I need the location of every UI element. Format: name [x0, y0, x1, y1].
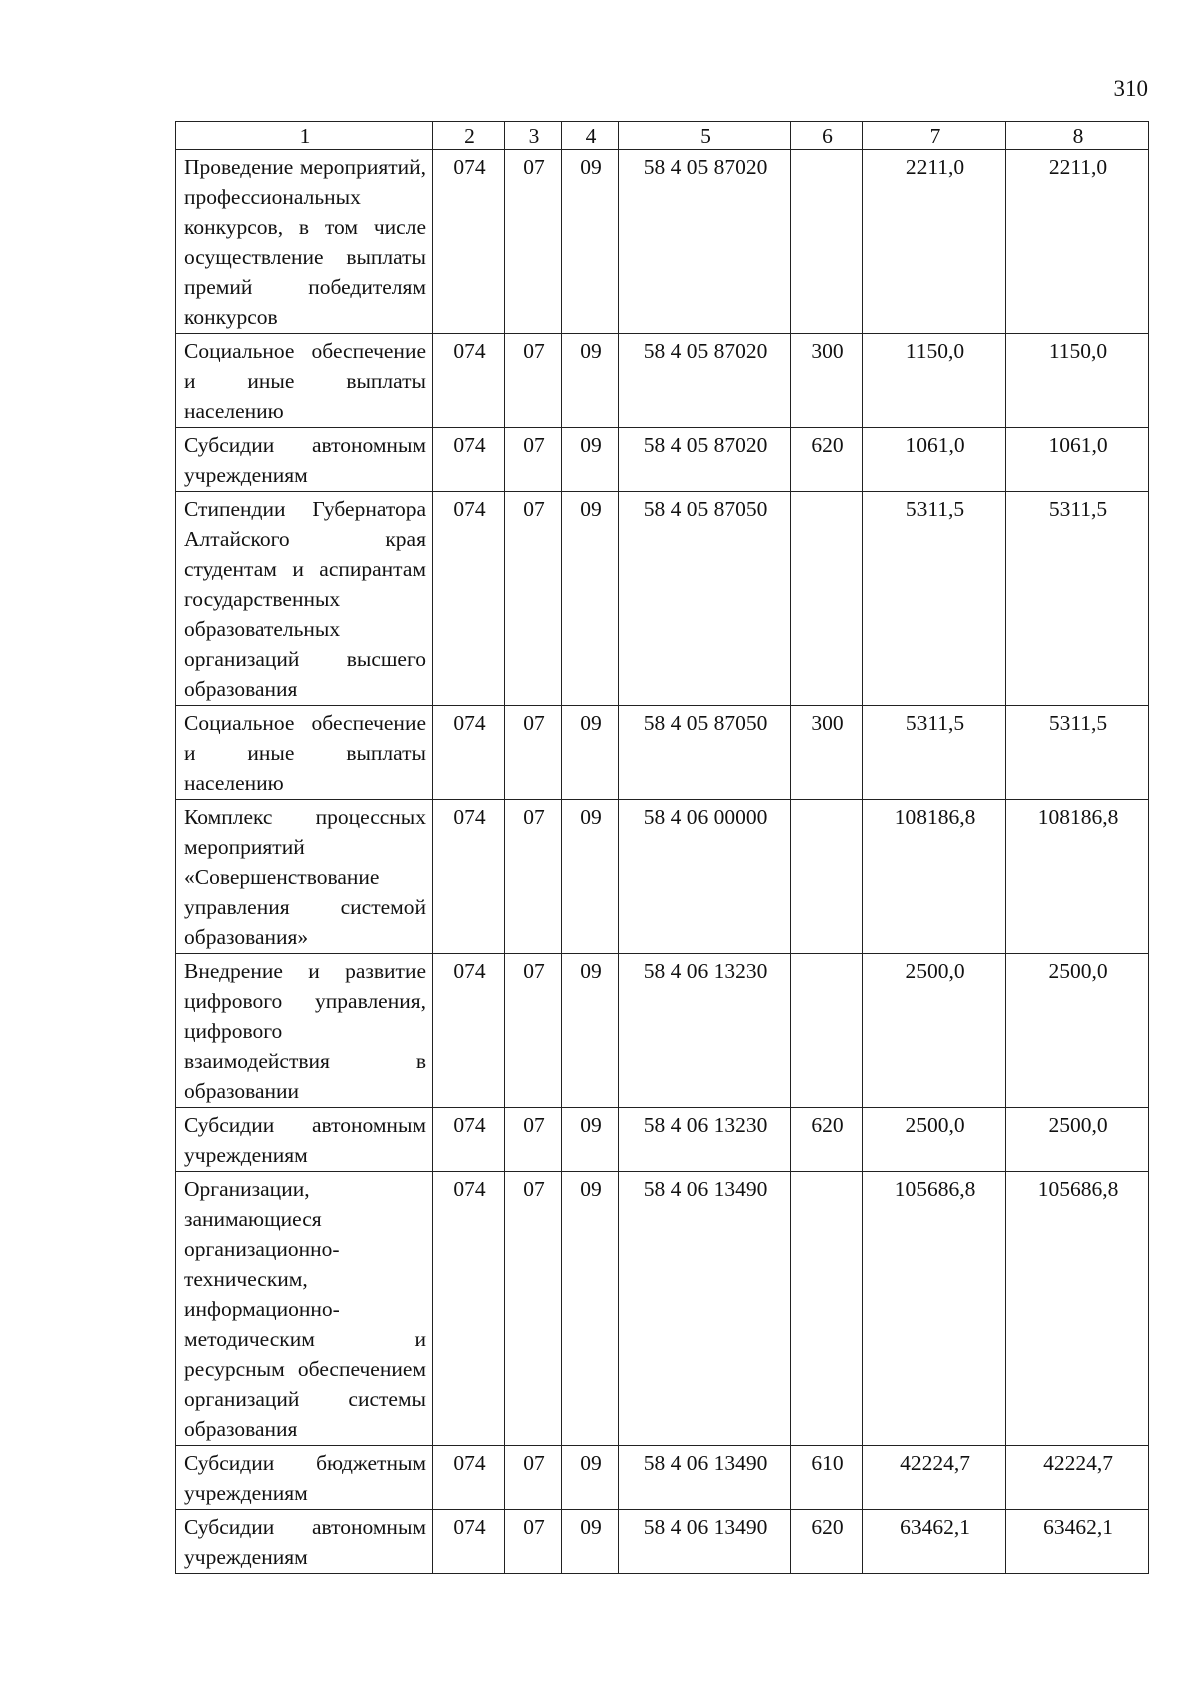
- cell-amount-2: 63462,1: [1006, 1510, 1149, 1574]
- table-row: [176, 1510, 1149, 1574]
- cell-section: 07: [505, 334, 562, 428]
- cell-ministry: 074: [433, 428, 505, 492]
- cell-name: Субсидии автономным учреждениям: [176, 1108, 433, 1172]
- cell-amount-2: 2500,0: [1006, 954, 1149, 1108]
- cell-subsection: 09: [562, 1108, 619, 1172]
- cell-expense-type: 610: [791, 1446, 863, 1510]
- cell-subsection: 09: [562, 492, 619, 706]
- cell-amount-1: 2500,0: [863, 954, 1006, 1108]
- table-row: [176, 1172, 1149, 1446]
- cell-amount-2: 5311,5: [1006, 706, 1149, 800]
- table-row: [176, 800, 1149, 954]
- cell-section: 07: [505, 492, 562, 706]
- cell-expense-type: 620: [791, 1510, 863, 1574]
- cell-subsection: 09: [562, 954, 619, 1108]
- cell-section: 07: [505, 428, 562, 492]
- cell-amount-2: 2211,0: [1006, 150, 1149, 334]
- cell-amount-1: 42224,7: [863, 1446, 1006, 1510]
- header-col-3: 3: [505, 122, 562, 150]
- cell-amount-1: 1061,0: [863, 428, 1006, 492]
- cell-amount-1: 2500,0: [863, 1108, 1006, 1172]
- cell-name: Стипендии Губернатора Алтайского края студентам и аспирантам государственных образовательных организаций высшего образования: [176, 492, 433, 706]
- cell-amount-2: 105686,8: [1006, 1172, 1149, 1446]
- cell-expense-type: [791, 1172, 863, 1446]
- cell-ministry: 074: [433, 1172, 505, 1446]
- header-col-7: 7: [863, 122, 1006, 150]
- table-body: [176, 150, 1149, 1574]
- cell-name: Внедрение и развитие цифрового управления, цифрового взаимодействия в образовании: [176, 954, 433, 1108]
- cell-expense-type: 300: [791, 334, 863, 428]
- cell-ministry: 074: [433, 334, 505, 428]
- cell-name: Субсидии бюджетным учреждениям: [176, 1446, 433, 1510]
- cell-name: Субсидии автономным учреждениям: [176, 428, 433, 492]
- cell-ministry: 074: [433, 954, 505, 1108]
- budget-table: [175, 121, 1149, 1574]
- cell-amount-2: 5311,5: [1006, 492, 1149, 706]
- cell-amount-1: 1150,0: [863, 334, 1006, 428]
- cell-ministry: 074: [433, 1510, 505, 1574]
- cell-amount-2: 2500,0: [1006, 1108, 1149, 1172]
- cell-amount-1: 105686,8: [863, 1172, 1006, 1446]
- cell-target-code: 58 4 06 13490: [619, 1446, 791, 1510]
- cell-expense-type: 300: [791, 706, 863, 800]
- header-col-4: 4: [562, 122, 619, 150]
- cell-amount-1: 2211,0: [863, 150, 1006, 334]
- cell-ministry: 074: [433, 1108, 505, 1172]
- table-row: [176, 334, 1149, 428]
- cell-amount-1: 63462,1: [863, 1510, 1006, 1574]
- cell-ministry: 074: [433, 150, 505, 334]
- cell-amount-1: 5311,5: [863, 706, 1006, 800]
- cell-section: 07: [505, 150, 562, 334]
- cell-ministry: 074: [433, 800, 505, 954]
- cell-section: 07: [505, 1510, 562, 1574]
- cell-section: 07: [505, 706, 562, 800]
- cell-expense-type: 620: [791, 428, 863, 492]
- table-row: [176, 1446, 1149, 1510]
- header-col-8: 8: [1006, 122, 1149, 150]
- cell-name: Проведение мероприятий, профессиональных конкурсов, в том числе осуществление выплаты премий победителям конкурсов: [176, 150, 433, 334]
- cell-amount-2: 1150,0: [1006, 334, 1149, 428]
- cell-name: Социальное обеспечение и иные выплаты населению: [176, 334, 433, 428]
- table-row: [176, 706, 1149, 800]
- cell-amount-2: 108186,8: [1006, 800, 1149, 954]
- cell-name: Субсидии автономным учреждениям: [176, 1510, 433, 1574]
- table-row: [176, 492, 1149, 706]
- cell-amount-2: 1061,0: [1006, 428, 1149, 492]
- cell-name: Организации, занимающиеся организационно-техническим, информационно-методическим и ресурсным обеспечением организаций системы образования: [176, 1172, 433, 1446]
- cell-amount-1: 5311,5: [863, 492, 1006, 706]
- cell-section: 07: [505, 1446, 562, 1510]
- cell-subsection: 09: [562, 1510, 619, 1574]
- cell-amount-2: 42224,7: [1006, 1446, 1149, 1510]
- cell-subsection: 09: [562, 706, 619, 800]
- cell-name: Социальное обеспечение и иные выплаты населению: [176, 706, 433, 800]
- header-col-1: 1: [176, 122, 433, 150]
- cell-target-code: 58 4 06 13230: [619, 1108, 791, 1172]
- cell-target-code: 58 4 06 13230: [619, 954, 791, 1108]
- cell-subsection: 09: [562, 334, 619, 428]
- cell-expense-type: [791, 800, 863, 954]
- header-col-2: 2: [433, 122, 505, 150]
- cell-target-code: 58 4 05 87020: [619, 428, 791, 492]
- cell-section: 07: [505, 800, 562, 954]
- cell-name: Комплекс процессных мероприятий «Совершенствование управления системой образования»: [176, 800, 433, 954]
- cell-subsection: 09: [562, 1172, 619, 1446]
- cell-target-code: 58 4 05 87050: [619, 706, 791, 800]
- table-row: [176, 1108, 1149, 1172]
- cell-ministry: 074: [433, 492, 505, 706]
- cell-ministry: 074: [433, 1446, 505, 1510]
- cell-expense-type: [791, 150, 863, 334]
- header-col-5: 5: [619, 122, 791, 150]
- cell-expense-type: [791, 492, 863, 706]
- cell-target-code: 58 4 05 87020: [619, 150, 791, 334]
- cell-target-code: 58 4 06 00000: [619, 800, 791, 954]
- cell-section: 07: [505, 954, 562, 1108]
- table-row: [176, 150, 1149, 334]
- cell-target-code: 58 4 06 13490: [619, 1510, 791, 1574]
- table-row: [176, 428, 1149, 492]
- cell-ministry: 074: [433, 706, 505, 800]
- cell-target-code: 58 4 05 87050: [619, 492, 791, 706]
- page-number: 310: [1113, 76, 1148, 101]
- header-row: [176, 122, 1149, 150]
- cell-target-code: 58 4 05 87020: [619, 334, 791, 428]
- cell-expense-type: 620: [791, 1108, 863, 1172]
- header-col-6: 6: [791, 122, 863, 150]
- cell-amount-1: 108186,8: [863, 800, 1006, 954]
- cell-target-code: 58 4 06 13490: [619, 1172, 791, 1446]
- cell-subsection: 09: [562, 428, 619, 492]
- cell-expense-type: [791, 954, 863, 1108]
- cell-section: 07: [505, 1172, 562, 1446]
- table-row: [176, 954, 1149, 1108]
- cell-subsection: 09: [562, 800, 619, 954]
- cell-subsection: 09: [562, 1446, 619, 1510]
- cell-subsection: 09: [562, 150, 619, 334]
- cell-section: 07: [505, 1108, 562, 1172]
